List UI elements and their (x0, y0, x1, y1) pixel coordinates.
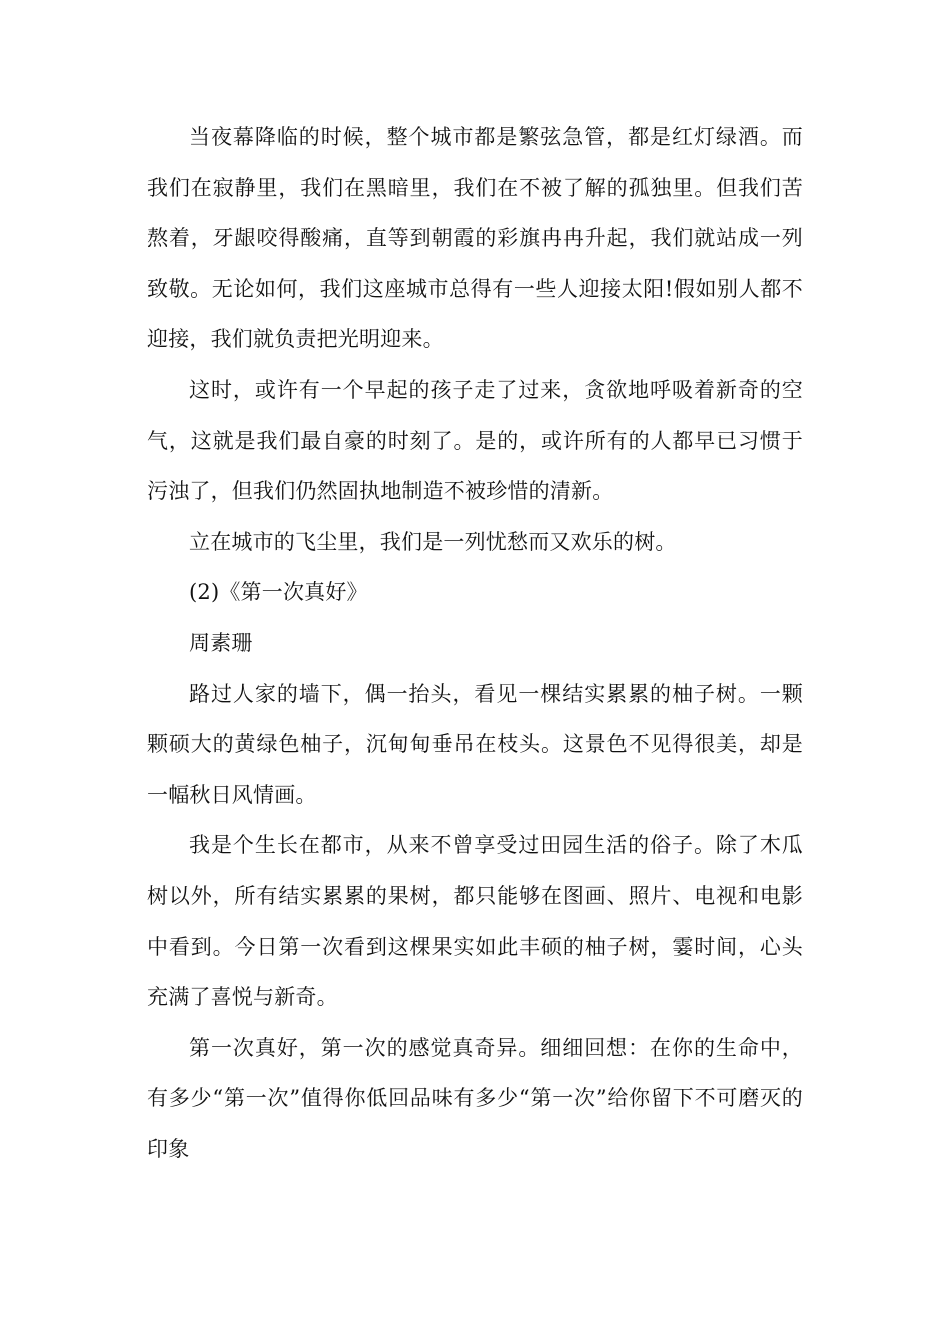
paragraph-pomelo-tree: 路过人家的墙下，偶一抬头，看见一棵结实累累的柚子树。一颗颗硕大的黄绿色柚子，沉甸甸垂吊在枝头。这景色不见得很美，却是一幅秋日风情画。 (147, 681, 803, 807)
paragraph-first-time: 第一次真好，第一次的感觉真奇异。细细回想：在你的生命中，有多少“第一次”值得你低回品味有多少“第一次”给你留下不可磨灭的印象 (147, 1035, 803, 1161)
paragraph-early-child: 这时，或许有一个早起的孩子走了过来，贪欲地呼吸着新奇的空气，这就是我们最自豪的时刻了。是的，或许所有的人都早已习惯于污浊了，但我们仍然固执地制造不被珍惜的清新。 (147, 377, 803, 504)
document-page (147, 112, 803, 1174)
author-name: 周素珊 (189, 630, 253, 655)
section-title: (2)《第一次真好》 (189, 580, 368, 605)
paragraph-night-city: 当夜幕降临的时候，整个城市都是繁弦急管，都是红灯绿酒。而我们在寂静里，我们在黑暗里，我们在不被了解的孤独里。但我们苦熬着，牙龈咬得酸痛，直等到朝霞的彩旗冉冉升起，我们就站成一列致敬。无论如何，我们这座城市总得有一些人迎接太阳!假如别人都不迎接，我们就负责把光明迎来。 (147, 125, 803, 352)
paragraph-tree-conclusion: 立在城市的飞尘里，我们是一列忧愁而又欢乐的树。 (189, 529, 677, 554)
paragraph-city-dweller: 我是个生长在都市，从来不曾享受过田园生活的俗子。除了木瓜树以外，所有结实累累的果树，都只能够在图画、照片、电视和电影中看到。今日第一次看到这棵果实如此丰硕的柚子树，霎时间，心头充满了喜悦与新奇。 (147, 833, 803, 1010)
